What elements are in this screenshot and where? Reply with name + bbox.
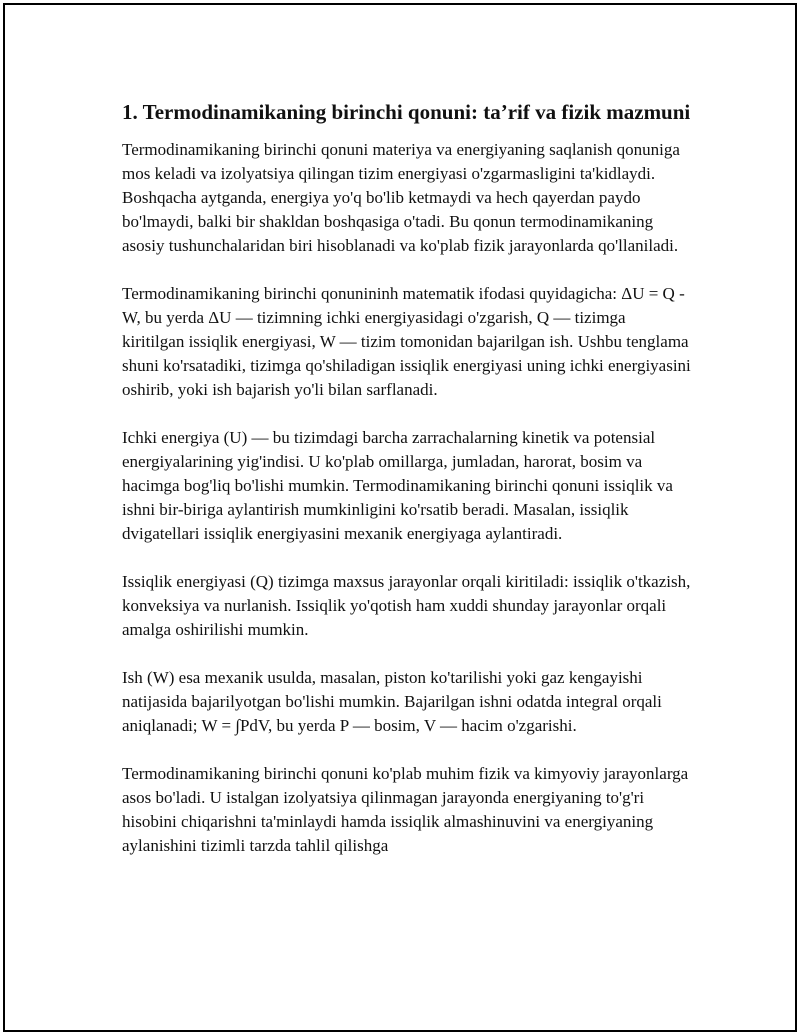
paragraph-internal-energy: Ichki energiya (U) — bu tizimdagi barcha zarrachalarning kinetik va potensial energiyalarining yig'indisi. U ko'plab omillarga, jumladan, harorat, bosim va hacimga bog'liq bo'lishi mumkin. Termodinamikaning birinchi qonuni issiqlik va ishni bir-biriga aylantirish mumkinligini ko'rsatib beradi. Masalan, issiqlik dvigatellari issiqlik energiyasini mexanik energiyaga aylantiradi. xyxy=(122,428,673,543)
paragraph-heat-energy: Issiqlik energiyasi (Q) tizimga maxsus jarayonlar orqali kiritiladi: issiqlik o'tkazish, konveksiya va nurlanish. Issiqlik yo'qotish ham xuddi shunday jarayonlar orqali amalga oshirilishi mumkin. xyxy=(122,572,691,639)
paragraph-first-law-definition: Termodinamikaning birinchi qonuni materiya va energiyaning saqlanish qonuniga mos keladi va izolyatsiya qilingan tizim energiyasi o'zgarmasligini ta'kidlaydi. Boshqacha aytganda, energiya yo'q bo'lib ketmaydi va hech qayerdan paydo bo'lmaydi, balki bir shakldan boshqasiga o'tadi. Bu qonun termodinamikaning asosiy tushunchalaridan biri hisoblanadi va ko'plab fizik jarayonlarda qo'llaniladi. xyxy=(122,140,680,255)
paragraph-mathematical-expression: Termodinamikaning birinchi qonunininh matematik ifodasi quyidagicha: ΔU = Q - W, bu yerda ΔU — tizimning ichki energiyasidagi o'zgarish, Q — tizimga kiritilgan issiqlik energiyasi, W — tizim tomonidan bajarilgan ish. Ushbu tenglama shuni ko'rsatadiki, tizimga qo'shiladigan issiqlik energiyasi uning ichki energiyasini oshirib, yoki ish bajarish yo'li bilan sarflanadi. xyxy=(122,284,691,399)
section-heading: 1. Termodinamikaning birinchi qonuni: ta’rif va fizik mazmuni xyxy=(122,100,691,124)
document-page xyxy=(3,3,797,1032)
paragraph-significance: Termodinamikaning birinchi qonuni ko'plab muhim fizik va kimyoviy jarayonlarga asos bo'ladi. U istalgan izolyatsiya qilinmagan jarayonda energiyaning to'g'ri hisobini chiqarishni ta'minlaydi hamda issiqlik almashinuvini va energiyaning aylanishini tizimli tarzda tahlil qilishga xyxy=(122,764,689,855)
document-body xyxy=(122,98,692,858)
paragraph-work: Ish (W) esa mexanik usulda, masalan, piston ko'tarilishi yoki gaz kengayishi natijasida bajarilyotgan bo'lishi mumkin. Bajarilgan ishni odatda integral orqali aniqlanadi; W = ∫PdV, bu yerda P — bosim, V — hacim o'zgarishi. xyxy=(122,668,662,735)
